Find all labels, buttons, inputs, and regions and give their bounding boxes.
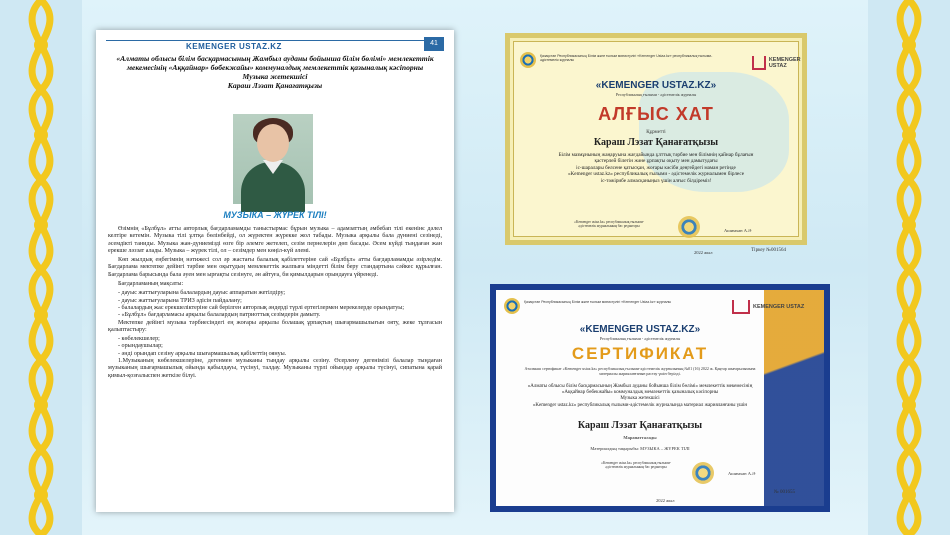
cert2-brand-sub: Республикалық ғылыми - әдістемелік журналы bbox=[599, 336, 681, 341]
list-item: - балалардың жас ерекшеліктеріне сай берілген авторлық әндерді түрлі ертегілермен мерекелерде орындатуы; bbox=[118, 304, 405, 311]
article-brand: KEMENGER USTAZ.KZ bbox=[186, 42, 282, 51]
cert1-title: АЛҒЫС ХАТ bbox=[598, 104, 714, 124]
article-header bbox=[106, 40, 444, 53]
cert2-title: СЕРТИФИКАТ bbox=[571, 344, 709, 363]
list-item: - «Бұлбұл» бағдарламасы арқылы балалардың патриоттық сезімдерін дамыту. bbox=[118, 312, 321, 319]
kemenger-logo-icon bbox=[732, 300, 750, 314]
list-item: - әнді орындап сезіну арқылы шығармашылық қабілеттің оянуы. bbox=[118, 350, 287, 357]
cert1-text-line: іс-тәжірибе алмасқаныңыз үшін алғыс білдіреміз! bbox=[600, 177, 712, 184]
cert2-text-line: Музыка жетекшісі bbox=[620, 396, 660, 402]
article-title bbox=[108, 54, 442, 90]
list-item: - дауыс жаттығуларына балалардың дауыс аппаратын жетілдіру; bbox=[118, 290, 286, 297]
cert1-recipient-name: Караш Лэзат Қанағатқызы bbox=[593, 137, 719, 148]
cert1-respected: Құрметті bbox=[646, 130, 666, 135]
article-page bbox=[96, 30, 454, 512]
cert1-text-line: қастерлей білетін және ұрпақты оқыту мен дамытудағы bbox=[594, 158, 718, 165]
article-title-line: Музыка жетекшісі bbox=[242, 72, 308, 81]
kemenger-logo bbox=[752, 56, 805, 70]
cert1-signature: Ашимхан А.Ә bbox=[724, 228, 752, 233]
left-ornament bbox=[0, 0, 82, 535]
cert2-awarded: Марапатталады bbox=[623, 435, 657, 440]
article-body bbox=[108, 226, 442, 506]
article-paragraph: Көп жылдық еңбегімнің нәтижесі сол әр жастағы балалық қабілеттеріне сай «Бұлбұл» атты бағдарламамды әзірледім. Бағдарлама мектепке дейінгі тәрбие мен оқытудың мемлекеттік жалпыға міндетті білім беру стандартына сәйкес құрылған. Бағдарлама барысында бала әуен мен ырғақты сезінуге, ән айтуға, би қимылдарын орындауға үйренеді. bbox=[108, 257, 442, 278]
thank-you-letter bbox=[505, 33, 807, 255]
cert2-signature: Ашимхан А.Ә bbox=[728, 471, 756, 476]
list-item: - дауыс жаттығуларына ТРИЗ әдісін пайдалану; bbox=[118, 297, 242, 304]
article-paragraph: Мектепке дейінгі музыка тәрбиесіндегі ең жоғары арқылы болашақ ұрпақтың шығармашылығын ояту, жеке тұлғасын қалыптастыру: bbox=[108, 319, 442, 333]
cert1-brand-sub: Республикалық ғылыми - әдістемелік журналы bbox=[615, 92, 697, 97]
right-ornament bbox=[868, 0, 950, 535]
thank-you-letter-frame bbox=[513, 41, 801, 255]
kemenger-logo-icon bbox=[752, 56, 766, 70]
article-author: Караш Лэзат Қанағатқызы bbox=[227, 81, 323, 90]
list-item: - орындаушылар; bbox=[118, 343, 163, 350]
cert2-text-line: «Аққайнар бөбекжайы» коммуналдық мемлекеттік қазыналық кәсіпорны bbox=[561, 390, 719, 396]
cert1-text-line: «Kemenger ustaz.kz» республикалық ғылыми - әдістемелік журналымен бірлесе bbox=[567, 171, 745, 178]
certificate bbox=[490, 284, 830, 512]
list-item: - көбелекшелер; bbox=[118, 336, 160, 343]
article-title-line: мекемесінің «Аққайнар» бөбекжайы» коммуналдық мемлекеттік қазыналық кәсіпорны bbox=[126, 63, 424, 72]
cert1-number: Тіркеу №001564 bbox=[751, 248, 786, 253]
cert2-text-line: «Kemenger ustaz.kz» республикалық ғылыми-әдістемелік журналында материал жарияланғаны үшін bbox=[532, 402, 748, 408]
kemenger-logo-text: KEMENGER USTAZ bbox=[753, 304, 805, 310]
state-emblem-icon bbox=[504, 298, 520, 314]
cert2-editor-caption: «Kemenger ustaz.kz» республикалық ғылыми-әдістемелік журналының бас редакторы bbox=[601, 461, 671, 470]
cert2-number: № 001655 bbox=[774, 490, 796, 495]
article-paragraph: Өзімнің «Бұлбұл» атты авторлық бағдарламамды таныстырмас бұрын музыка – адамзаттың әмбебап тілі екенінє дәлел келтіре кетемін. Музыка тілі ұлтқа бөлінбейді, ол жүректен жүрекке жол табады. Музыка арқылы бала дүниені сезінеді, әсемдікті таниды. Музыка жан-дүниемізді өзге бір әлемге жетелеп, сезім пернелерін дөп басады. Әсем күйді тыңдаған жан ерекше ләззат алады. Музыка – жүрек тілі, ол – сезімдер мен көңіл-күй әлемі. bbox=[108, 226, 442, 254]
cert2-header-text: Қазақстан Республикасының Білім және ғылым министрлігі «Kemenger Ustaz.kz» журналы bbox=[524, 300, 672, 304]
cert1-brand: «KEMENGER USTAZ.KZ» bbox=[595, 80, 717, 91]
cert2-topic: Материалдың тақырыбы: МУЗЫКА – ЖҮРЕК ТІЛІ bbox=[590, 446, 690, 451]
cert2-intro: Аталмыш сертификат «Kemenger ustaz.kz» республикалық ғылыми-әдістемелік журналының №01 (16) 2022 ж. Қаңтар шығарылымына материалы жарияланғанын растау үшін берілді. bbox=[524, 366, 756, 376]
article-subtitle: МУЗЫКА – ЖҮРЕК ТІЛІ! bbox=[223, 210, 327, 220]
certificate-decor-stripe bbox=[764, 290, 824, 506]
cert2-stamp-icon bbox=[692, 462, 714, 484]
cert2-year: 2022 жыл bbox=[656, 498, 675, 503]
cert2-text-line: «Алматы облысы білім басқармасының Жамбыл ауданы бойынша білім бөлімі» мемлекеттік мекемесінің bbox=[527, 384, 753, 389]
article-title-line: «Алматы облысы білім басқармасының Жамбыл ауданы бойынша білім бөлімі» мемлекеттік bbox=[116, 54, 434, 63]
cert2-brand: «KEMENGER USTAZ.KZ» bbox=[579, 324, 701, 335]
kemenger-logo-text: KEMENGER USTAZ bbox=[768, 57, 801, 69]
article-paragraph: 1.Музыканың көбелекшелеріне, дегенмен музыканы тыңдау арқылы сезіну. Өсерлену дегенімізі балалар тыңдаған музыканың шығармашылық ойында қабылдауы, түсінуі, талдау. Музыканы түрлі ойындар арқылы түсінуі, сипатына қарай қимыл-қозғалыспен жеткізе білуі. bbox=[108, 358, 442, 379]
cert1-header-text: Қазақстан Республикасының Білім және ғылым министрлігі «Kemenger Ustaz.kz» республикалық ғылыми-әдістемелік журналы bbox=[540, 54, 713, 62]
cert1-editor-caption: «Kemenger ustaz.kz» республикалық ғылыми-әдістемелік журналының бас редакторы bbox=[574, 220, 644, 229]
cert1-text-line: іс-шаралары белсене қатысқан, жоғары кәсіби деңгейдегі маман ретінде bbox=[576, 164, 736, 171]
cert2-recipient-name: Караш Лэзат Қанағатқызы bbox=[577, 420, 703, 431]
article-paragraph: Бағдарламаның мақсаты: bbox=[118, 281, 184, 288]
certificate-paper bbox=[496, 290, 824, 506]
cert1-text-line: Білім мазмұнының жаңаруына жағдайында ұлттық тәрбие мен білімнің қайнар бұлағын bbox=[558, 152, 754, 158]
page-number: 41 bbox=[424, 37, 444, 51]
cert1-year: 2022 жыл bbox=[694, 250, 713, 255]
cert1-text bbox=[534, 152, 778, 184]
cert1-stamp-icon bbox=[678, 216, 700, 238]
cert2-text bbox=[516, 384, 764, 409]
author-photo bbox=[233, 114, 313, 204]
kemenger-logo bbox=[732, 300, 804, 314]
state-emblem-icon bbox=[520, 52, 536, 68]
